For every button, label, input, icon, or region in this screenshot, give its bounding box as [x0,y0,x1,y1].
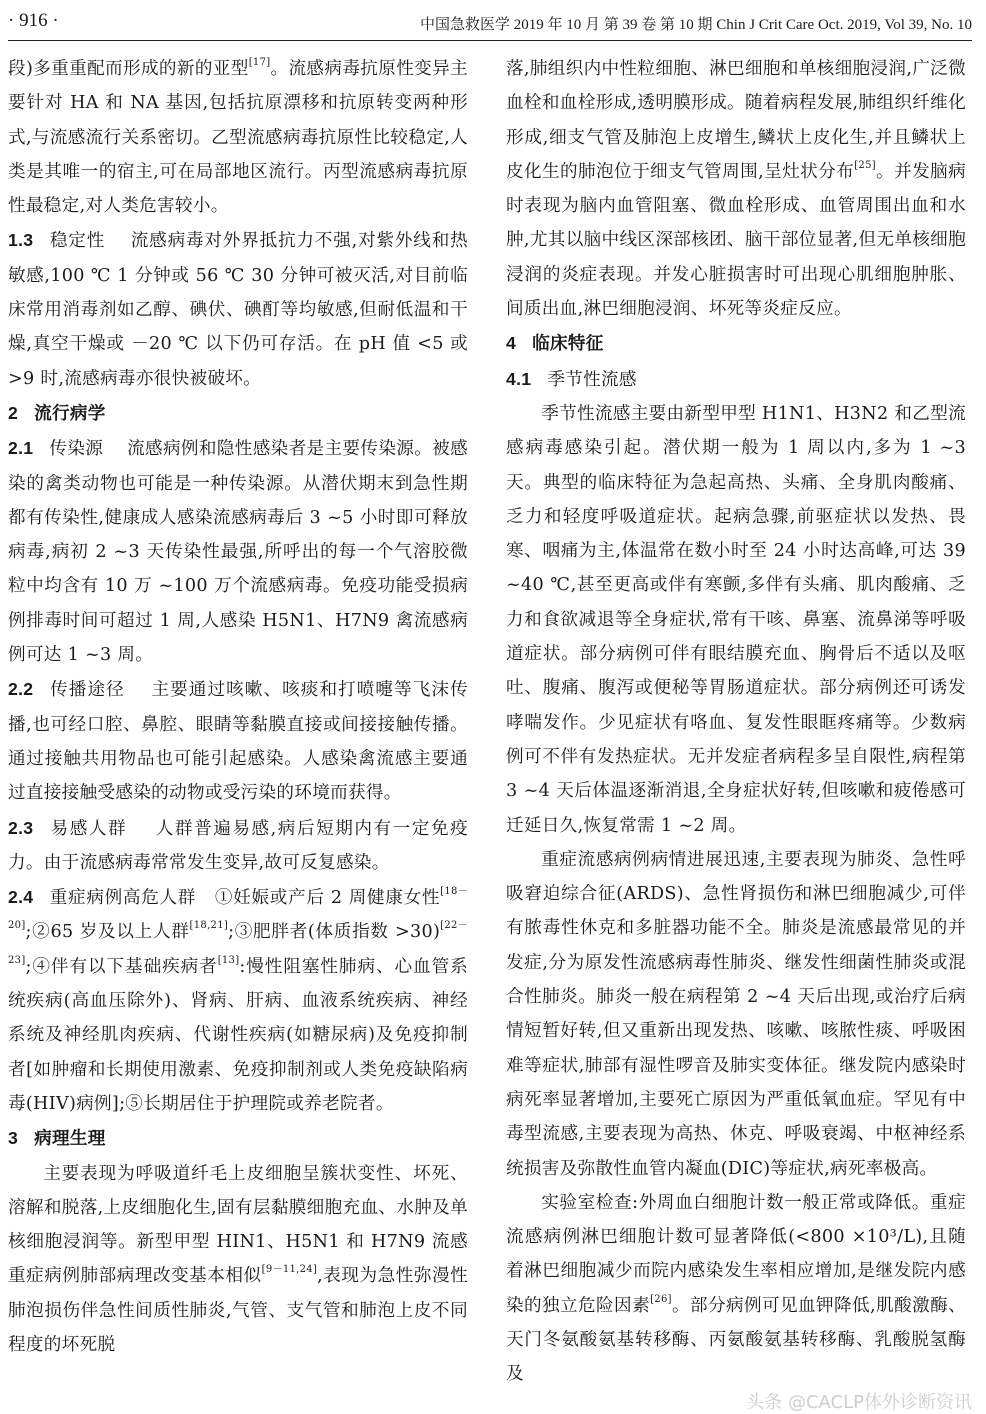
section-1-3: 1.3 稳定性 流感病毒对外界抵抗力不强,对紫外线和热敏感,100 ℃ 1 分钟或 56 ℃ 30 分钟可被灭活,对目前临床常用消毒剂如乙醇、碘伏、碘酊等均敏感,但耐低温和干燥,真空干燥或 －20 ℃ 以下仍可存活。在 pH 值 <5 或 >9 时,流感病毒亦很快被破坏。 [8,230,469,389]
section-4-heading: 4 临床特征 [506,333,604,355]
section-2-1: 2.1 传染源 流感病例和隐性感染者是主要传染源。被感染的禽类动物也可能是一种传染源。从潜伏期末到急性期都有传染性,健康成人感染流感病毒后 3 ~5 小时即可释放病毒,病初 2 ~3 天传染性最强,所呼出的每一个气溶胶微粒中均含有 10 万 ~100 万个流感病毒。免疫功能受损病例排毒时间可超过 1 周,人感染 H5N1、H7N9 禽流感病例可达 1 ~3 周。 [8,438,469,666]
section-3-heading: 3 病理生理 [8,1128,106,1150]
section-2-2: 2.2 传播途径 主要通过咳嗽、咳痰和打喷嚏等飞沫传播,也可经口腔、鼻腔、眼睛等黏膜直接或间接接触传播。通过接触共用物品也可能引起感染。人感染禽流感主要通过直接接触受感染的动物或受污染的环境而获得。 [8,679,468,804]
section-2-heading: 2 流行病学 [8,402,106,424]
paragraph-antigenic-variation: 段)多重重配而形成的新的亚型[17]。流感病毒抗原性变异主要针对 HA 和 NA 基因,包括抗原漂移和抗原转变两种形式,与流感流行关系密切。乙型流感病毒抗原性比较稳定,人类是其唯一的宿主,可在局部地区流行。丙型流感病毒抗原性最稳定,对人类危害较小。 [8,57,468,217]
right-column [506,52,966,1392]
paragraph-severe-flu: 重症流感病例病情进展迅速,主要表现为肺炎、急性呼吸窘迫综合征(ARDS)、急性肾损伤和淋巴细胞减少,可伴有脓毒性休克和多脏器功能不全。肺炎是流感最常见的并发症,分为原发性流感病毒性肺炎、继发性细菌性肺炎或混合性肺炎。肺炎一般在病程第 2 ~4 天后出现,或治疗后病情短暂好转,但又重新出现发热、咳嗽、咳脓性痰、呼吸困难等症状,肺部有湿性啰音及肺实变体征。继发院内感染时病死率显著增加,主要死亡原因为严重低氧血症。罕见有中毒型流感,主要表现为高热、休克、呼吸衰竭、中枢神经系统损害及弥散性血管内凝血(DIC)等症状,病死率极高。 [506,849,966,1179]
left-column [8,52,468,1362]
header-rule [8,40,972,41]
section-4-1-heading: 4.1 季节性流感 [506,368,637,390]
paragraph-seasonal-flu: 季节性流感主要由新型甲型 H1N1、H3N2 和乙型流感病毒感染引起。潜伏期一般为 1 周以内,多为 1 ~3 天。典型的临床特征为急起高热、头痛、全身肌肉酸痛、乏力和轻度呼吸道症状。起病急骤,前驱症状以发热、畏寒、咽痛为主,体温常在数小时至 24 小时达高峰,可达 39 ~40 ℃,甚至更高或伴有寒颤,多伴有头痛、肌肉酸痛、乏力和食欲减退等全身症状,常有干咳、鼻塞、流鼻涕等呼吸道症状。部分病例可伴有眼结膜充血、胸骨后不适以及呕吐、腹痛、腹泻或便秘等胃肠道症状。部分病例还可诱发哮喘发作。少见症状有咯血、复发性眼眶疼痛等。少数病例可不伴有发热症状。无并发症者病程多呈自限性,病程第 3 ~4 天后体温逐渐消退,全身症状好转,但咳嗽和疲倦感可迁延日久,恢复常需 1 ~2 周。 [506,403,966,836]
citation: [17] [248,57,271,68]
page-header [0,0,986,42]
section-3-paragraph: 主要表现为呼吸道纤毛上皮细胞呈簇状变性、坏死、溶解和脱落,上皮细胞化生,固有层黏膜细胞充血、水肿及单核细胞浸润等。新型甲型 HIN1、H5N1 和 H7N9 流感重症病例肺部病理改变基本相似[9－11,24],表现为急性弥漫性肺泡损伤伴急性间质性肺炎,气管、支气管和肺泡上皮不同程度的坏死脱 [8,1163,468,1355]
section-title: 稳定性 [49,231,106,252]
pathology-continued: 落,肺组织内中性粒细胞、淋巴细胞和单核细胞浸润,广泛微血栓和血栓形成,透明膜形成。随着病程发展,肺组织纤维化形成,细支气管及肺泡上皮增生,鳞状上皮化生,并且鳞状上皮化生的肺泡位于细支气管周围,呈灶状分布[25]。并发脑病时表现为脑内血管阻塞、微血栓形成、血管周围出血和水肿,尤其以脑中线区深部核团、脑干部位显著,但无单核细胞浸润的炎症表现。并发心脏损害时可出现心肌细胞肿胀、间质出血,淋巴细胞浸润、坏死等炎症反应。 [506,59,966,320]
section-2-3: 2.3 易感人群 人群普遍易感,病后短期内有一定免疫力。由于流感病毒常常发生变异,故可反复感染。 [8,817,468,873]
section-2-4: 2.4 重症病例高危人群 ①妊娠或产后 2 周健康女性[18－20];②65 岁及以上人群[18,21];③肥胖者(体质指数 >30)[22－23];④伴有以下基础疾病者[13]:慢性阻塞性肺病、心血管系统疾病(高血压除外)、肾病、肝病、血液系统疾病、神经系统及神经肌肉疾病、代谢性疾病(如糖尿病)及免疫抑制者[如肿瘤和长期使用激素、免疫抑制剂或人类免疫缺陷病毒(HIV)病例];⑤长期居住于护理院或养老院者。 [8,886,468,1114]
paragraph-lab-tests: 实验室检查:外周血白细胞计数一般正常或降低。重症流感病例淋巴细胞计数可显著降低(<800 ×10³/L),且随着淋巴细胞减少而院内感染发生率相应增加,是继发院内感染的独立危险因素[26]。部分病例可见血钾降低,肌酸激酶、天门冬氨酸氨基转移酶、丙氨酸氨基转移酶、乳酸脱氢酶及 [506,1192,966,1385]
page-number: · 916 · [8,10,59,31]
journal-citation: 中国急救医学 2019 年 10 月 第 39 卷 第 10 期 Chin J Crit Care Oct. 2019, Vol 39, No. 10 [420,17,972,33]
watermark: 头条 @CACLP体外诊断资讯 [746,1392,972,1413]
